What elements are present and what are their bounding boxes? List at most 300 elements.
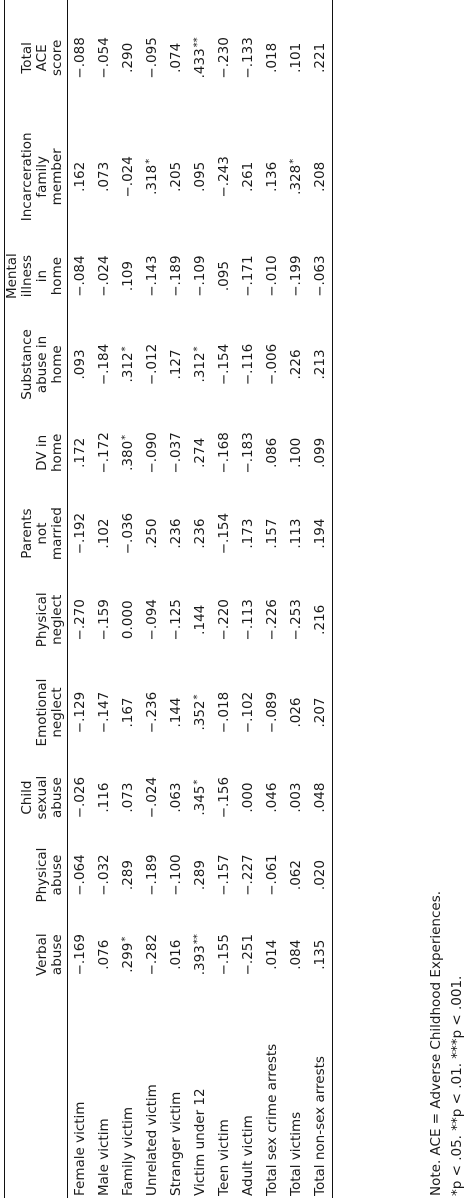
cell-value: .095 [192, 161, 208, 192]
table-cell [308, 917, 333, 993]
cell-value: .073 [96, 161, 112, 192]
cell-value: .207 [312, 697, 328, 728]
table-cell [260, 762, 284, 834]
cell-value: −.018 [216, 691, 232, 734]
cell-value: .157 [264, 518, 280, 549]
cell-value: .261 [240, 161, 256, 192]
table-cell [188, 834, 212, 917]
cell-value: −.026 [72, 776, 88, 819]
table-cell [116, 834, 140, 917]
cell-value: −.024 [120, 156, 136, 198]
column-header [5, 834, 68, 917]
significance-marker: * [120, 346, 131, 352]
cell-value: .328 [288, 164, 304, 195]
column-header [5, 762, 68, 834]
cell-value: .086 [264, 437, 280, 468]
significance-marker: * [144, 158, 155, 164]
table-row [140, 0, 164, 1198]
table-row [116, 0, 140, 1198]
table-body [68, 0, 333, 1198]
cell-value: −.226 [264, 599, 280, 641]
cell-value: .352 [192, 700, 208, 731]
table-cell [92, 834, 116, 917]
cell-value: −.159 [96, 599, 112, 641]
table-cell [236, 116, 260, 238]
cell-value: .135 [312, 939, 328, 970]
cell-value: −.251 [240, 934, 256, 976]
cell-value: .018 [264, 42, 280, 73]
cell-value: .226 [288, 349, 304, 380]
cell-value: .221 [312, 42, 328, 73]
table-cell [284, 314, 308, 414]
table-cell [284, 491, 308, 576]
cell-value: −.230 [216, 37, 232, 79]
table-cell [140, 415, 164, 491]
table-cell [308, 834, 333, 917]
table-cell [116, 238, 140, 314]
table-cell [68, 314, 93, 414]
cell-value: .100 [288, 437, 304, 468]
significance-note: *p < .05. **p < .01. ***p < .001. [449, 975, 465, 1196]
significance-marker: * [192, 779, 203, 785]
cell-value: −.109 [192, 255, 208, 297]
table-cell [116, 415, 140, 491]
cell-value: .208 [312, 161, 328, 192]
cell-value: .289 [192, 860, 208, 891]
cell-value: .250 [144, 518, 160, 549]
column-header-line: member [49, 148, 65, 206]
table-cell [164, 238, 188, 314]
row-label: Total victims [288, 1111, 304, 1196]
row-label: Total non-sex arrests [308, 993, 333, 1198]
column-header [5, 0, 68, 116]
column-header-line: in [34, 269, 50, 283]
table-cell [236, 314, 260, 414]
table-cell [188, 762, 212, 834]
cell-value: −.054 [96, 37, 112, 79]
column-header-line: home [49, 433, 65, 472]
cell-value: .289 [120, 860, 136, 891]
table-cell [68, 663, 93, 761]
table-cell [260, 491, 284, 576]
column-header [5, 917, 68, 993]
table-cell [116, 663, 140, 761]
table-cell [68, 917, 93, 993]
table-cell [164, 491, 188, 576]
cell-value: .003 [288, 782, 304, 813]
cell-value: −.024 [96, 255, 112, 297]
table-cell [212, 0, 236, 116]
table-cell [260, 116, 284, 238]
cell-value: −.089 [264, 691, 280, 734]
cell-value: .116 [96, 782, 112, 813]
table-cell [308, 116, 333, 238]
cell-value: .026 [288, 697, 304, 728]
table-cell [92, 238, 116, 314]
table-cell [92, 491, 116, 576]
table-cell [308, 762, 333, 834]
table-cell [140, 663, 164, 761]
significance-marker: * [120, 936, 131, 942]
table-cell [92, 314, 116, 414]
table-cell [260, 917, 284, 993]
table-cell [140, 238, 164, 314]
cell-value: −.036 [120, 512, 136, 555]
row-label: Male victim [96, 1118, 112, 1196]
table-cell [140, 834, 164, 917]
cell-value: .074 [168, 42, 184, 73]
table-cell [140, 917, 164, 993]
cell-value: .173 [240, 518, 256, 549]
table-cell [284, 116, 308, 238]
column-header-line: Incarceration [19, 132, 35, 222]
table-cell [164, 116, 188, 238]
table-row [164, 0, 188, 1198]
column-header-line: illness [19, 255, 35, 298]
column-header [5, 314, 68, 414]
cell-value: .073 [120, 782, 136, 813]
table-cell [212, 116, 236, 238]
column-header [5, 491, 68, 576]
cell-value: .318 [144, 164, 160, 195]
cell-value: −.171 [240, 255, 256, 297]
cell-value: −.227 [240, 854, 256, 896]
cell-value: .236 [192, 518, 208, 549]
table-cell [308, 314, 333, 414]
column-header-line: abuse [49, 854, 65, 896]
column-header-line: home [49, 256, 65, 296]
cell-value: −.147 [96, 691, 112, 734]
table-cell [260, 0, 284, 116]
table-cell [236, 834, 260, 917]
table-row [188, 0, 212, 1198]
table-cell [116, 917, 140, 993]
table-cell [92, 576, 116, 663]
column-header-line: Physical [34, 847, 50, 903]
cell-value: .216 [312, 604, 328, 635]
table-row [260, 0, 284, 1198]
table-cell [212, 415, 236, 491]
column-header-line: score [49, 39, 65, 77]
column-header [5, 415, 68, 491]
table-cell [308, 0, 333, 116]
cell-value: −.189 [168, 255, 184, 297]
table-cell [212, 314, 236, 414]
table-row [92, 0, 116, 1198]
cell-value: −.184 [96, 343, 112, 386]
cell-value: −.243 [216, 156, 232, 198]
table-cell [212, 576, 236, 663]
significance-marker: ** [192, 934, 203, 945]
significance-marker: ** [192, 37, 203, 48]
row-label: Victim under 12 [192, 1088, 208, 1196]
row-label: Adult victim [240, 1115, 256, 1196]
table-cell [92, 116, 116, 238]
table-cell [260, 834, 284, 917]
cell-value: .127 [168, 349, 184, 380]
table-cell [236, 762, 260, 834]
cell-value: −.006 [264, 343, 280, 386]
cell-value: 0.000 [120, 600, 136, 640]
column-header-line: Emotional [34, 678, 50, 747]
cell-value: −.189 [144, 854, 160, 896]
column-header-line: family [34, 156, 50, 198]
column-header-line: Total [19, 42, 35, 74]
table-cell [308, 663, 333, 761]
column-header-line: Substance [19, 329, 35, 400]
cell-value: .433 [192, 48, 208, 79]
table-cell [308, 491, 333, 576]
cell-value: .213 [312, 349, 328, 380]
cell-value: .048 [312, 782, 328, 813]
cell-value: .046 [264, 782, 280, 813]
table-cell [68, 491, 93, 576]
table-cell [140, 0, 164, 116]
cell-value: .393 [192, 945, 208, 976]
table-cell [92, 0, 116, 116]
row-label: Stranger victim [168, 1091, 184, 1196]
cell-value: .172 [72, 437, 88, 468]
cell-value: .101 [288, 42, 304, 73]
table-cell [116, 116, 140, 238]
table-cell [308, 415, 333, 491]
table-cell [116, 314, 140, 414]
cell-value: −.084 [72, 255, 88, 297]
column-header-line: abuse [49, 777, 65, 818]
table-cell [212, 762, 236, 834]
cell-value: −.088 [72, 37, 88, 79]
column-header-line: DV in [34, 434, 50, 471]
table-cell [284, 663, 308, 761]
cell-value: .093 [72, 349, 88, 380]
table-cell [188, 917, 212, 993]
table-cell [212, 491, 236, 576]
cell-value: −.102 [240, 691, 256, 734]
cell-value: −.143 [144, 255, 160, 297]
cell-value: .144 [192, 604, 208, 635]
cell-value: .312 [120, 352, 136, 383]
table-cell [308, 238, 333, 314]
cell-value: −.024 [144, 776, 160, 819]
significance-marker: * [120, 434, 131, 440]
cell-value: −.116 [240, 343, 256, 386]
cell-value: .076 [96, 939, 112, 970]
table-cell [236, 415, 260, 491]
table-cell [164, 314, 188, 414]
row-label: Total sex crime arrests [264, 1043, 280, 1196]
table-cell [260, 576, 284, 663]
table-cell [140, 762, 164, 834]
cell-value: −.155 [216, 934, 232, 976]
column-header-line: Verbal [34, 933, 50, 977]
column-header-line: home [49, 345, 65, 384]
table-cell [164, 576, 188, 663]
table-cell [284, 238, 308, 314]
cell-value: .109 [120, 261, 136, 292]
cell-value: .020 [312, 860, 328, 891]
table-row [308, 0, 333, 1198]
cell-value: −.032 [96, 854, 112, 896]
cell-value: .290 [120, 42, 136, 73]
cell-value: −.168 [216, 432, 232, 474]
table-cell [92, 663, 116, 761]
table-cell [116, 491, 140, 576]
column-header-line: sexual [34, 775, 50, 820]
cell-value: −.282 [144, 934, 160, 976]
table-cell [68, 238, 93, 314]
table-cell [140, 576, 164, 663]
cell-value: −.169 [72, 934, 88, 976]
table-cell [212, 663, 236, 761]
table-cell [260, 238, 284, 314]
table-row [236, 0, 260, 1198]
cell-value: −.133 [240, 37, 256, 79]
cell-value: −.090 [144, 432, 160, 474]
table-cell [188, 238, 212, 314]
table-cell [284, 0, 308, 116]
row-label-header [5, 993, 68, 1198]
cell-value: −.125 [168, 599, 184, 641]
table-cell [260, 415, 284, 491]
table-cell [188, 415, 212, 491]
cell-value: −.037 [168, 432, 184, 474]
table-cell [68, 415, 93, 491]
table-cell [284, 576, 308, 663]
table-cell [236, 0, 260, 116]
column-header-line: Child [19, 780, 35, 815]
table-cell [236, 491, 260, 576]
column-header-line: ACE [34, 44, 50, 72]
cell-value: −.010 [264, 255, 280, 297]
table-cell [188, 116, 212, 238]
row-label: Family victim [120, 1106, 136, 1196]
table-cell [212, 917, 236, 993]
cell-value: .236 [168, 518, 184, 549]
table-cell [92, 917, 116, 993]
cell-value: .095 [216, 261, 232, 292]
table-cell [212, 834, 236, 917]
table-cell [68, 0, 93, 116]
table-cell [188, 314, 212, 414]
cell-value: −.220 [216, 599, 232, 641]
table-cell [116, 762, 140, 834]
cell-value: .099 [312, 437, 328, 468]
column-header [5, 238, 68, 314]
table-cell [116, 0, 140, 116]
table-cell [284, 415, 308, 491]
cell-value: .016 [168, 939, 184, 970]
column-header-line: neglect [49, 687, 65, 738]
significance-marker: * [192, 346, 203, 352]
row-label: Female victim [72, 1101, 88, 1196]
column-header-line: not [34, 522, 50, 545]
cell-value: −.183 [240, 432, 256, 474]
column-header [5, 663, 68, 761]
cell-value: −.156 [216, 776, 232, 819]
table-cell [140, 491, 164, 576]
table-row [284, 0, 308, 1198]
column-header [5, 116, 68, 238]
table-cell [188, 576, 212, 663]
cell-value: −.157 [216, 854, 232, 896]
cell-value: −.064 [72, 854, 88, 896]
table-notes [426, 891, 468, 1196]
significance-marker: * [192, 694, 203, 700]
cell-value: .144 [168, 697, 184, 728]
table-cell [164, 834, 188, 917]
header-row [5, 0, 68, 1198]
table-cell [92, 415, 116, 491]
cell-value: .000 [240, 782, 256, 813]
table-cell [140, 314, 164, 414]
cell-value: .162 [72, 161, 88, 192]
table-note: Note. ACE = Adverse Childhood Experiences. [428, 890, 444, 1196]
table-cell [260, 663, 284, 761]
cell-value: .136 [264, 161, 280, 192]
column-header-line: abuse in [34, 335, 50, 394]
column-header [5, 576, 68, 663]
table-row [212, 0, 236, 1198]
correlation-table [4, 0, 333, 1198]
table-cell [164, 415, 188, 491]
cell-value: −.154 [216, 512, 232, 555]
table-cell [68, 116, 93, 238]
column-header-line: Mental [4, 253, 20, 300]
table-cell [164, 917, 188, 993]
cell-value: −.129 [72, 691, 88, 734]
column-header-line: married [49, 507, 65, 561]
table-cell [140, 116, 164, 238]
table-cell [212, 238, 236, 314]
table-cell [236, 917, 260, 993]
cell-value: −.270 [72, 599, 88, 641]
cell-value: .063 [168, 782, 184, 813]
table-cell [68, 576, 93, 663]
cell-value: .345 [192, 785, 208, 816]
cell-value: .167 [120, 697, 136, 728]
row-label: Teen victim [216, 1119, 232, 1196]
cell-value: −.012 [144, 343, 160, 386]
cell-value: .113 [288, 518, 304, 549]
column-header-line: neglect [49, 594, 65, 645]
table-cell [164, 663, 188, 761]
table-row [68, 0, 93, 1198]
cell-value: −.113 [240, 599, 256, 641]
cell-value: −.172 [96, 432, 112, 474]
table-cell [236, 663, 260, 761]
table-cell [284, 917, 308, 993]
table-cell [68, 762, 93, 834]
table-cell [236, 238, 260, 314]
cell-value: −.199 [288, 255, 304, 297]
table-cell [164, 762, 188, 834]
cell-value: −.236 [144, 691, 160, 734]
cell-value: −.154 [216, 343, 232, 386]
cell-value: −.253 [288, 599, 304, 641]
cell-value: .274 [192, 437, 208, 468]
table-cell [68, 834, 93, 917]
cell-value: .062 [288, 860, 304, 891]
significance-marker: * [288, 158, 299, 164]
cell-value: −.100 [168, 854, 184, 896]
table-cell [92, 762, 116, 834]
table-cell [116, 576, 140, 663]
row-label: Unrelated victim [144, 1084, 160, 1196]
table-cell [188, 491, 212, 576]
table-cell [284, 834, 308, 917]
column-header-line: Parents [19, 508, 35, 559]
cell-value: −.063 [312, 255, 328, 297]
